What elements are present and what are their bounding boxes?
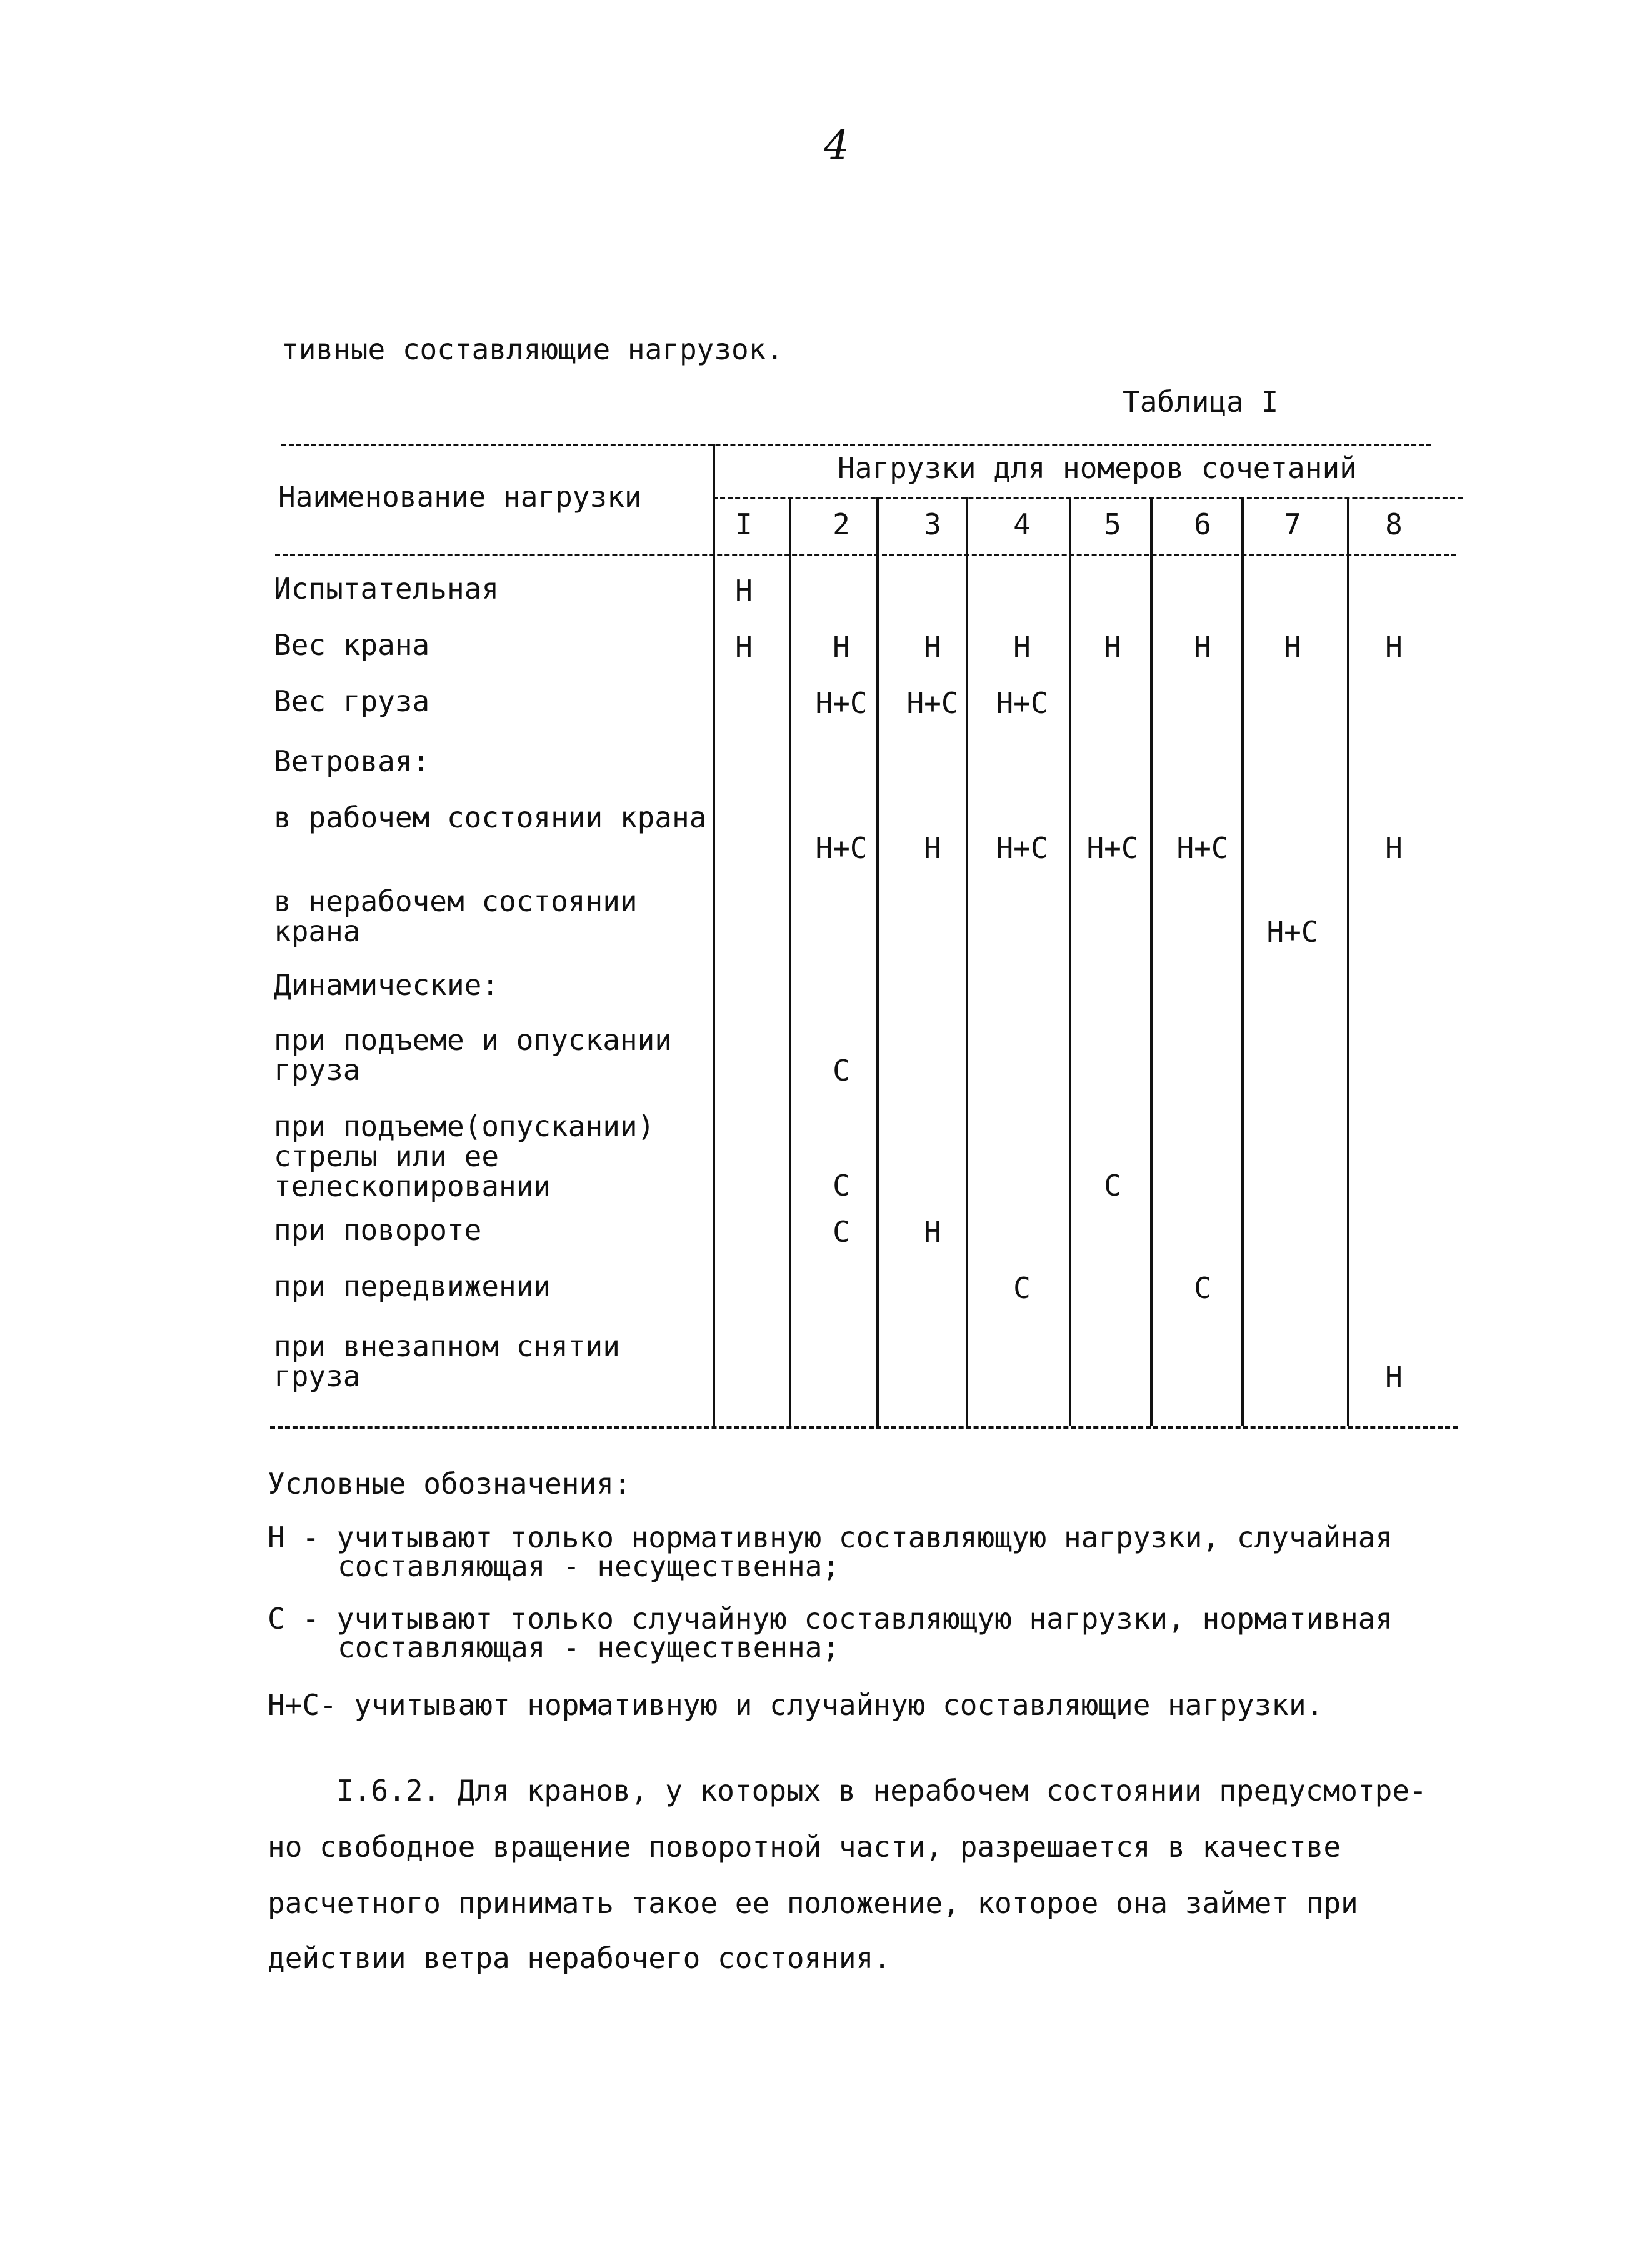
- column-divider-4: [1069, 497, 1071, 1426]
- paragraph-line: расчетного принимать такое ее положение, которое она займет при: [268, 1886, 1358, 1920]
- row-label: при повороте: [274, 1213, 482, 1247]
- table-bottom-rule: [270, 1426, 1458, 1429]
- table-cell: Н+С: [1086, 831, 1139, 865]
- paragraph-line: но свободное вращение поворотной части, разрешается в качестве: [268, 1830, 1341, 1864]
- column-number: 4: [1013, 507, 1031, 541]
- column-number: 8: [1385, 507, 1403, 541]
- column-number: 5: [1104, 507, 1121, 541]
- legend-item-n-continuation: составляющая - несущественна;: [338, 1549, 840, 1583]
- group-header: Нагрузки для номеров сочетаний: [838, 451, 1357, 485]
- table-cell: Н+С: [996, 831, 1048, 865]
- row-label: при подъеме и опускании груза: [274, 1023, 672, 1087]
- column-divider-1: [789, 497, 791, 1426]
- table-cell: С: [833, 1169, 850, 1202]
- row-label: Ветровая:: [274, 744, 430, 778]
- column-divider-2: [876, 497, 879, 1426]
- row-label: Вес груза: [274, 684, 430, 718]
- table-cell: Н: [924, 1215, 941, 1249]
- legend-item-ns: Н+С- учитывают нормативную и случайную составляющие нагрузки.: [268, 1688, 1324, 1722]
- column-divider-6: [1241, 497, 1244, 1426]
- column-number: 7: [1284, 507, 1301, 541]
- row-label: Динамические:: [274, 968, 499, 1002]
- table-cell: Н: [1104, 630, 1121, 664]
- table-caption: Таблица I: [1123, 385, 1279, 419]
- table-cell: Н: [1013, 630, 1031, 664]
- table-cell: Н: [735, 574, 753, 607]
- column-number: 6: [1194, 507, 1211, 541]
- table-cell: Н: [924, 831, 941, 865]
- table-top-rule: [281, 444, 1431, 446]
- row-label: Вес крана: [274, 628, 430, 662]
- table-cell: Н+С: [815, 831, 868, 865]
- row-header: Наименование нагрузки: [278, 480, 642, 514]
- column-number: 2: [833, 507, 850, 541]
- column-number: 3: [924, 507, 941, 541]
- column-number: I: [735, 507, 753, 541]
- table-cell: Н: [1385, 630, 1403, 664]
- table-cell: Н: [924, 630, 941, 664]
- table-cell: Н+С: [815, 686, 868, 720]
- table-cell: Н: [735, 630, 753, 664]
- legend-item-s-continuation: составляющая - несущественна;: [338, 1631, 840, 1664]
- table-cell: С: [1013, 1271, 1031, 1305]
- table-cell: Н+С: [1176, 831, 1229, 865]
- table-cell: С: [1104, 1169, 1121, 1202]
- table-cell: Н+С: [906, 686, 959, 720]
- column-divider-3: [966, 497, 968, 1426]
- legend-item-s: С - учитывают только случайную составляющую нагрузки, нормативная: [268, 1602, 1393, 1636]
- table-cell: С: [1194, 1271, 1211, 1305]
- row-label: при передвижении: [274, 1269, 551, 1303]
- paragraph-line: I.6.2. Для кранов, у которых в нерабочем состоянии предусмотре-: [336, 1774, 1427, 1807]
- row-label: в нерабочем состоянии крана: [274, 884, 638, 948]
- table-cell: Н: [833, 630, 850, 664]
- intro-text: тивные составляющие нагрузок.: [281, 332, 784, 366]
- table-cell: Н: [1194, 630, 1211, 664]
- row-label: при подъеме(опускании) стрелы или ее телескопировании: [274, 1109, 655, 1203]
- paragraph-line: действии ветра нерабочего состояния.: [268, 1941, 891, 1975]
- column-divider-5: [1150, 497, 1153, 1426]
- page-number: 4: [824, 122, 849, 169]
- table-cell: Н+С: [996, 686, 1048, 720]
- column-divider-7: [1347, 497, 1349, 1426]
- table-cell: Н: [1385, 1360, 1403, 1394]
- legend-title: Условные обозначения:: [268, 1467, 631, 1501]
- table-cell: С: [833, 1054, 850, 1087]
- name-column-divider: [713, 444, 715, 1426]
- table-cell: Н+С: [1266, 915, 1319, 949]
- row-label: Испытательная: [274, 572, 499, 606]
- group-header-rule: [713, 497, 1463, 499]
- table-cell: С: [833, 1215, 850, 1249]
- row-label: в рабочем состоянии крана: [274, 801, 707, 834]
- legend-item-n: Н - учитывают только нормативную составляющую нагрузки, случайная: [268, 1521, 1393, 1554]
- table-cell: Н: [1284, 630, 1301, 664]
- table-cell: Н: [1385, 831, 1403, 865]
- header-bottom-rule: [275, 554, 1456, 556]
- row-label: при внезапном снятии груза: [274, 1329, 620, 1393]
